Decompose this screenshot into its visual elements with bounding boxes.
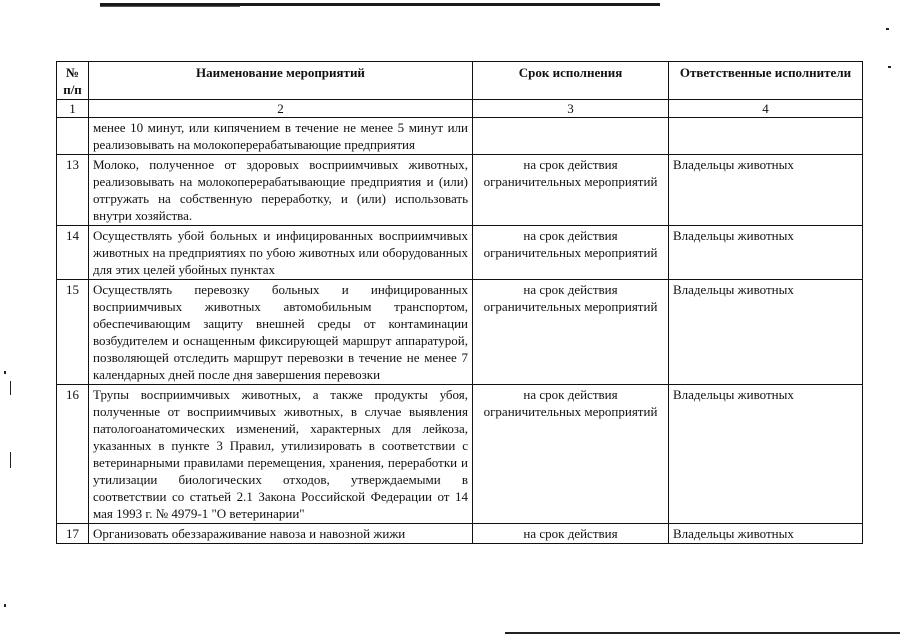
scan-edge-top xyxy=(100,3,660,6)
row-description: Трупы восприимчивых животных, а также продукты убоя, полученные от восприимчивых животных, в случае выявления патологоанатомических изменений, характерных для лейкоза, указанных в пункте 3 Правил, утилизировать в соответствии с ветеринарными правилами перемещения, хранения, переработки и утилизации биологических отходов, утверждаемыми в соответствии со статьей 2.1 Закона Российской Федерации от 14 мая 1993 г. № 4979-1 "О ветеринарии" xyxy=(89,385,473,524)
row-number: 13 xyxy=(57,155,89,226)
row-description: Молоко, полученное от здоровых восприимчивых животных, реализовывать на молокоперерабатывающие предприятия и (или) отгружать на собственную переработку, и (или) использовать внутри хозяйства. xyxy=(89,155,473,226)
row-term xyxy=(473,118,669,155)
row-number: 15 xyxy=(57,280,89,385)
index-row xyxy=(57,100,863,118)
scan-speck xyxy=(10,452,11,468)
scan-edge-bottom xyxy=(505,632,900,634)
row-number: 14 xyxy=(57,226,89,280)
row-responsible: Владельцы животных xyxy=(669,280,863,385)
index-cell: 3 xyxy=(473,100,669,118)
row-term: на срок действия ограничительных мероприятий xyxy=(473,226,669,280)
header-resp: Ответственные исполнители xyxy=(669,62,863,100)
measures-table xyxy=(56,61,863,544)
row-responsible: Владельцы животных xyxy=(669,226,863,280)
scan-speck xyxy=(4,604,6,607)
header-row xyxy=(57,62,863,100)
table-row xyxy=(57,118,863,155)
row-description: менее 10 минут, или кипячением в течение не менее 5 минут или реализовывать на молокоперерабатывающие предприятия xyxy=(89,118,473,155)
row-term: на срок действия ограничительных мероприятий xyxy=(473,155,669,226)
row-description: Организовать обеззараживание навоза и навозной жижи xyxy=(89,524,473,544)
header-num: № п/п xyxy=(57,62,89,100)
scan-speck xyxy=(886,28,889,30)
row-responsible: Владельцы животных xyxy=(669,385,863,524)
index-cell: 4 xyxy=(669,100,863,118)
table-row xyxy=(57,226,863,280)
row-responsible xyxy=(669,118,863,155)
header-name: Наименование мероприятий xyxy=(89,62,473,100)
table-row xyxy=(57,280,863,385)
table-row xyxy=(57,385,863,524)
row-term: на срок действия ограничительных мероприятий xyxy=(473,385,669,524)
row-responsible: Владельцы животных xyxy=(669,155,863,226)
index-cell: 2 xyxy=(89,100,473,118)
row-number: 17 xyxy=(57,524,89,544)
scan-speck xyxy=(10,381,11,395)
row-number: 16 xyxy=(57,385,89,524)
header-term: Срок исполнения xyxy=(473,62,669,100)
row-number xyxy=(57,118,89,155)
table-row xyxy=(57,155,863,226)
row-description: Осуществлять перевозку больных и инфицированных восприимчивых животных автомобильным транспортом, обеспечивающим защиту внешней среды от контаминации возбудителем и оснащенным фиксирующей маршрут аппаратурой, позволяющей отследить маршрут перевозки в течение не менее 7 календарных дней после дня завершения перевозки xyxy=(89,280,473,385)
row-description: Осуществлять убой больных и инфицированных восприимчивых животных на предприятиях по убою животных или оборудованных для этих целей убойных пунктах xyxy=(89,226,473,280)
scan-speck xyxy=(888,66,891,68)
index-cell: 1 xyxy=(57,100,89,118)
table-row xyxy=(57,524,863,544)
row-term: на срок действия ограничительных мероприятий xyxy=(473,280,669,385)
row-term: на срок действия xyxy=(473,524,669,544)
row-responsible: Владельцы животных xyxy=(669,524,863,544)
scan-speck xyxy=(4,371,6,374)
